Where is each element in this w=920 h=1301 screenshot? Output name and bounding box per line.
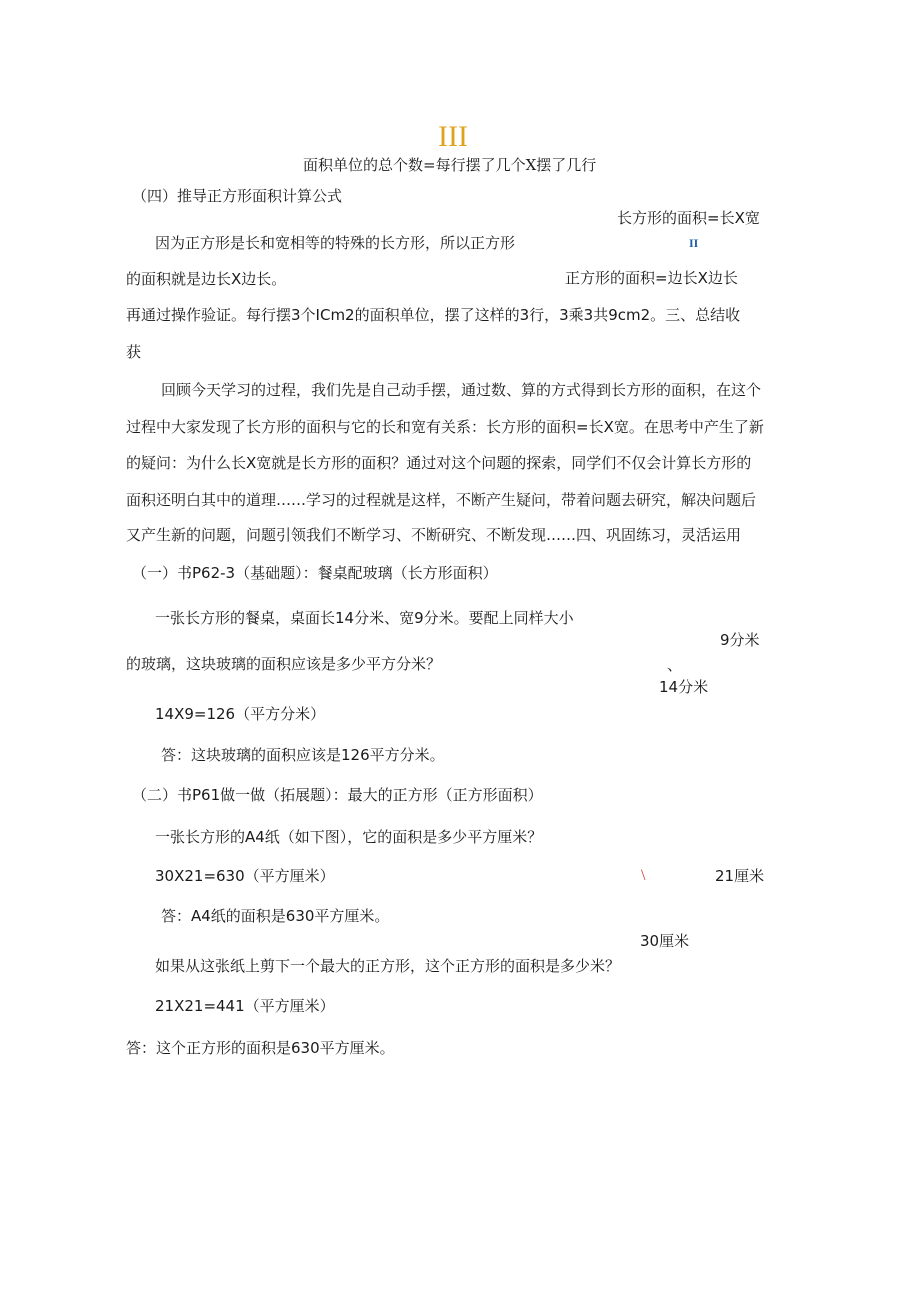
exercise1-heading: （一）书P62-3（基础题）：餐桌配玻璃（长方形面积） (132, 564, 498, 582)
summary-line-2: 过程中大家发现了长方形的面积与它的长和宽有关系：长方形的面积=长X宽。在思考中产生了新 (126, 418, 764, 436)
exercise2-calc: 30X21=630（平方厘米） (155, 867, 335, 885)
summary-line-5: 又产生新的问题，问题引领我们不断学习、不断研究、不断发现……四、巩固练习，灵活运用 (126, 526, 742, 544)
exercise2-question-2: 如果从这张纸上剪下一个最大的正方形，这个正方形的面积是多少米？ (155, 957, 621, 975)
rectangle-formula-side: 长方形的面积=长X宽 (617, 209, 760, 227)
exercise2-fig-mark: \ (641, 867, 646, 884)
reason-line-1: 因为正方形是长和宽相等的特殊的长方形，所以正方形 (155, 234, 516, 252)
exercise1-fig-width: 9分米 (720, 631, 760, 649)
verify-line-2: 获 (126, 343, 142, 361)
area-units-formula: 面积单位的总个数=每行摆了几个X摆了几行 (303, 156, 597, 174)
exercise2-answer: 答：A4纸的面积是630平方厘米。 (161, 907, 390, 925)
exercise1-question-line-1: 一张长方形的餐桌，桌面长14分米、宽9分米。要配上同样大小 (155, 609, 574, 627)
square-formula-side: 正方形的面积=边长X边长 (565, 269, 738, 287)
exercise2-calc-2: 21X21=441（平方厘米） (155, 997, 335, 1015)
reason-line-2: 的面积就是边长X边长。 (126, 270, 287, 288)
exercise2-fig-length: 30厘米 (640, 932, 690, 950)
exercise1-question-line-2: 的玻璃，这块玻璃的面积应该是多少平方分米？ (126, 655, 442, 673)
exercise1-calc: 14X9=126（平方分米） (155, 705, 326, 723)
exercise1-answer: 答：这块玻璃的面积应该是126平方分米。 (161, 746, 445, 764)
summary-line-4: 面积还明白其中的道理……学习的过程就是这样，不断产生疑问，带着问题去研究，解决问题后 (126, 491, 757, 509)
exercise2-answer-2: 答：这个正方形的面积是630平方厘米。 (126, 1039, 395, 1057)
verify-line-1: 再通过操作验证。每行摆3个ICm2的面积单位，摆了这样的3行，3乘3共9cm2。三、总结收 (126, 306, 741, 324)
square-section-heading: （四）推导正方形面积计算公式 (132, 187, 343, 205)
exercise2-question: 一张长方形的A4纸（如下图），它的面积是多少平方厘米？ (155, 828, 543, 846)
exercise1-fig-length: 14分米 (659, 678, 709, 696)
summary-line-3: 的疑问：为什么长X宽就是长方形的面积？通过对这个问题的探索，同学们不仅会计算长方形的 (126, 454, 752, 472)
summary-line-1: 回顾今天学习的过程，我们先是自己动手摆，通过数、算的方式得到长方形的面积，在这个 (161, 381, 762, 399)
exercise1-fig-mark: 、 (667, 656, 683, 674)
exercise2-heading: （二）书P61做一做（拓展题）：最大的正方形（正方形面积） (132, 786, 543, 804)
exercise2-fig-width: 21厘米 (715, 867, 765, 885)
roman-numeral-side: II (689, 236, 699, 250)
roman-numeral-heading: III (438, 120, 468, 153)
